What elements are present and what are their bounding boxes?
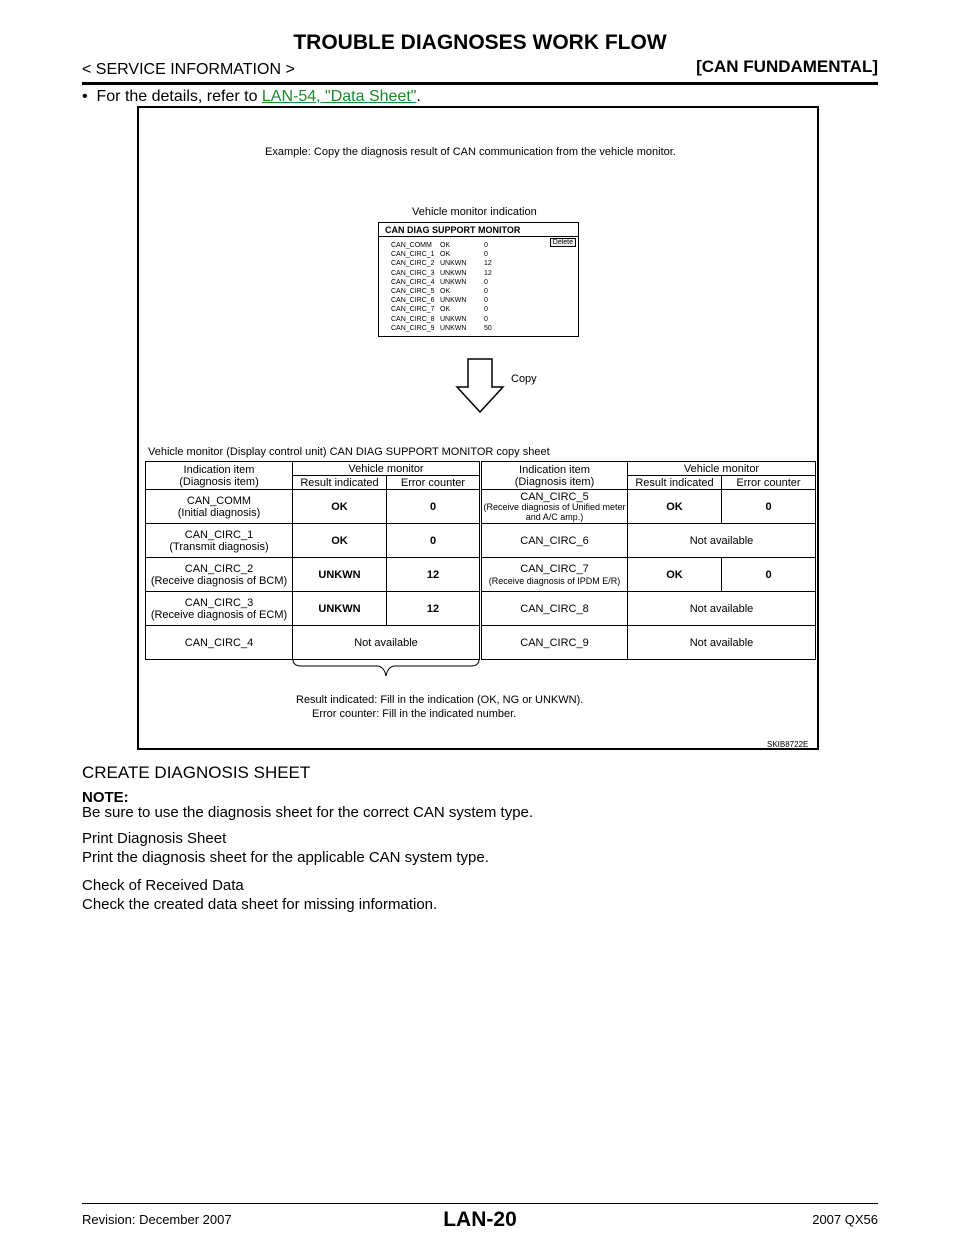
monitor-row: CAN_CIRC_8 UNKWN 0 [391,315,488,323]
header-vm-cell: Vehicle monitor [628,462,816,476]
monitor-row: CAN_CIRC_4 UNKWN 0 [391,278,488,286]
down-arrow-icon [455,358,505,414]
monitor-row: CAN_CIRC_1 OK 0 [391,251,488,259]
header-rule [82,82,878,85]
check-heading: Check of Received Data [82,877,244,894]
monitor-row: CAN_COMM OK 0 [391,242,488,249]
check-text: Check the created data sheet for missing information. [82,896,438,913]
monitor-row: CAN_CIRC_9 UNKWN 50 [391,324,492,332]
copy-sheet-table [145,461,816,660]
monitor-rows [391,241,492,333]
table-row: CAN_CIRC_4 Not available CAN_CIRC_9 Not available [146,626,816,660]
monitor-row: CAN_CIRC_5 OK 0 [391,288,488,296]
header-error-cell: Error counter [387,476,481,490]
print-text: Print the diagnosis sheet for the applicable CAN system type. [82,849,489,866]
table-row: CAN_CIRC_1 (Transmit diagnosis) OK 0 CAN_CIRC_6 Not available [146,524,816,558]
vehicle-monitor-screen [378,222,579,337]
delete-button: Delete [550,238,576,247]
bullet-suffix: . [416,88,421,105]
page-title: TROUBLE DIAGNOSES WORK FLOW [293,31,667,54]
model-label: 2007 QX56 [812,1212,878,1227]
note-text: Be sure to use the diagnosis sheet for the correct CAN system type. [82,804,534,821]
monitor-row: CAN_CIRC_6 UNKWN 0 [391,297,488,305]
example-caption: Example: Copy the diagnosis result of CAN communication from the vehicle monitor. [265,146,676,158]
header-result-cell: Result indicated [628,476,722,490]
print-heading: Print Diagnosis Sheet [82,830,227,847]
bullet-dot: • [82,88,97,105]
revision-label: Revision: December 2007 [82,1212,232,1227]
header-vm-cell: Vehicle monitor [293,462,481,476]
category-label: [CAN FUNDAMENTAL] [696,57,878,76]
header-result-cell: Result indicated [293,476,387,490]
note-result: Result indicated: Fill in the indication (OK, NG or UNKWN). [296,694,584,706]
copy-label: Copy [511,373,537,385]
section-label: < SERVICE INFORMATION > [82,61,295,78]
footer-rule [82,1203,878,1204]
header-error-cell: Error counter [722,476,816,490]
note-heading: NOTE: [82,789,129,806]
header-item-cell: Indication item (Diagnosis item) [481,462,628,490]
bullet-prefix: For the details, refer to [96,88,262,105]
page-number: LAN-20 [443,1208,517,1231]
data-sheet-link[interactable]: LAN-54, "Data Sheet" [261,88,417,105]
section-heading: CREATE DIAGNOSIS SHEET [82,763,311,782]
reference-bullet [82,88,421,106]
table-row: CAN_CIRC_2 (Receive diagnosis of BCM) UNKWN 12 CAN_CIRC_7 (Receive diagnosis of IPDM E/R) OK 0 [146,558,816,592]
monitor-row: CAN_CIRC_3 UNKWN 12 [391,269,492,277]
monitor-row: CAN_CIRC_2 UNKWN 12 [391,260,492,268]
header-item-cell: Indication item (Diagnosis item) [146,462,293,490]
sheet-caption: Vehicle monitor (Display control unit) CAN DIAG SUPPORT MONITOR copy sheet [148,446,550,458]
figure-id: SKIB8722E [767,740,809,749]
monitor-caption: Vehicle monitor indication [412,206,537,218]
table-row: CAN_CIRC_3 (Receive diagnosis of ECM) UNKWN 12 CAN_CIRC_8 Not available [146,592,816,626]
note-error: Error counter: Fill in the indicated number. [312,708,517,720]
table-row: CAN_COMM (Initial diagnosis) OK 0 CAN_CIRC_5 (Receive diagnosis of Unified meter and A/C amp.) OK 0 [146,490,816,524]
monitor-title: CAN DIAG SUPPORT MONITOR [379,223,578,237]
brace-icon [291,658,481,680]
monitor-row: CAN_CIRC_7 OK 0 [391,306,488,314]
